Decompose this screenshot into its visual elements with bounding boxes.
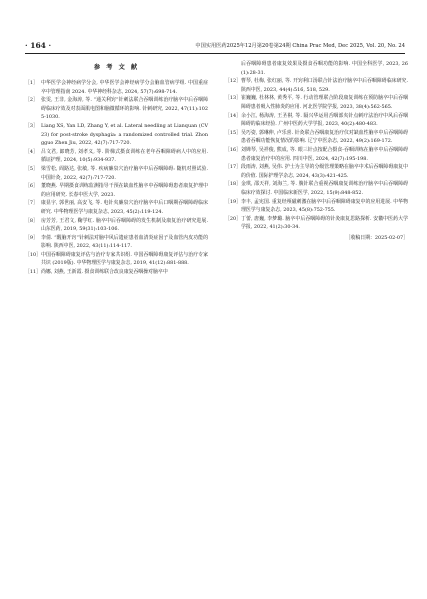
reference-item [25,234,208,251]
reference-text: 董晓燕. 早期摄食训练监测指导干预在缺血性脑卒中吞咽障碍患者康复护理中的应用研究. 长春中医大学, 2023. [41,183,208,198]
page-number: · 164 · [25,41,52,50]
reference-number: ［1］ [25,80,38,86]
reference-number: ［11］ [25,269,42,276]
reference-item [25,96,208,122]
reference-item [225,198,408,215]
reference-item [225,129,408,146]
reference-text: 丁蕾, 唐巍, 李梦璐. 脑卒中后吞咽障碍的针灸康复思路探析. 安徽中医药大学学报, 2022, 41(2):30-34. [241,215,408,231]
reference-number: ［14］ [225,112,242,119]
right-column [225,60,408,243]
reference-number: ［9］ [25,234,38,241]
left-column [25,60,208,277]
reference-text: 余小江, 杨海涛, 王圣祺, 等. 隔兴华运用舌咽部夹针点刺疗法治疗中风后吞咽障碍的临床经验. 广州中医药大学学报, 2023, 40(2):480-483. [241,112,408,128]
reference-text: 曹琴, 杜梅, 张红丽, 等. 开窍利口汤联合针法治疗脑卒中后吞咽障碍临床研究. 陕西中医, 2023, 44(4):516, 518, 529. [241,78,408,93]
reference-number: ［19］ [225,198,242,205]
reference-item [25,148,208,165]
reference-item [225,215,408,232]
reference-item [25,268,208,277]
reference-item [25,251,208,268]
reference-text: 尚娜, 刘燕, 王新霞. 摄食训练联合改良康复吞咽操对脑卒中 [41,269,168,276]
reference-number: ［20］ [225,215,242,222]
references-title: 参 考 文 献 [93,64,140,71]
reference-item [25,122,208,148]
reference-text: 刘婵琴, 吴祥俊, 熊成, 等. 眼三针点按配合摄食-吞咽训练在脑卒中后吞咽障碍患者康复治疗中的应用. 四川中医, 2024, 42(7):195-198. [241,146,408,162]
reference-text: 康显宇, 郭世丽, 高安飞, 等. 电针夹廉泉穴治疗脑卒中后口咽期吞咽障碍临床研究. 中华物理医学与康复杂志, 2023, 45(2):119-124. [41,200,208,215]
reference-text: 中国吞咽障碍康复评估与治疗专家共识组. 中国吞咽障碍康复评估与治疗专家共识 (2019版). 中华物理医学与康复杂志, 2019, 41(12):881-888. [41,251,208,267]
reference-number: ［2］ [25,97,38,104]
reference-item [225,180,408,197]
reference-number: ［18］ [225,181,242,188]
reference-number: ［4］ [25,148,38,155]
reference-item [225,163,408,180]
journal-running-head: 中国实用医药2025年12月第20卷第24期 China Prac Med, Dec 2025, Vol. 20, No. 24 [195,43,405,49]
reference-text: 李丰, 孟宪国. 重复经颅磁刺激在脑卒中后吞咽障碍康复中的应用进展. 中华物理医学与康复杂志, 2023, 45(8):752-755. [241,198,408,214]
page-header [25,41,405,53]
reference-number: ［12］ [225,78,242,85]
reference-text: 梁雪松, 阎路达, 张敏, 等. 疾病廉泉穴治疗脑卒中后吞咽障碍: 随机对照试验. 中国针灸, 2022, 42(7):717-720. [41,165,208,181]
reference-item [25,165,208,182]
reference-item [25,199,208,216]
reference-item [25,217,208,234]
reference-text: 房芳芳, 王君文, 鞠学红. 脑卒中后吞咽障碍的发生机制及康复治疗研究进展. 山东医药, 2019, 59(31):103-106. [41,217,208,233]
reference-text: 吕文君, 郎晓芳, 刘孝义, 等. 阶梯式摄食训练在老年吞咽障碍病人中的应用. 循证护理, 2024, 10(5):934-937. [41,148,208,164]
reference-text: 张雯, 王非, 金海涛, 等. “通关利窍”针刺法联合吞咽训练治疗脑卒中后吞咽障碍临床疗效及对表面肌电图和脑微循环的影响. 针刺研究, 2022, 47(11):1025-1030. [41,97,208,121]
reference-text: Liang XS, Yan LD, Zhang Y, et al. Lateral needling at Lianquan (CV 23) for post-stroke dysphagia: a randomized controlled trial. Zhongguo Zhen Jiu, 2022, 42(7):717-720. [41,122,208,147]
left-reference-list [25,79,208,277]
reference-item [225,146,408,163]
reference-text: 中华医学会神经病学分会, 中华医学会神经病学分会脑血管病学组. 中国重症卒中管理指南 2024. 中华神经科杂志, 2024, 57(7):698-714. [41,80,208,95]
reference-text: 段雨涛, 刘燕, 吴伟. 护士为主导的分级管理策略在脑卒中术后吞咽障碍康复中的价值. 国际护理学杂志, 2024, 43(3):421-425. [241,164,408,179]
reference-item [25,79,208,96]
reference-number: ［15］ [225,129,242,136]
reference-item [225,112,408,129]
received-date: ［收稿日期：2025-02-07］ [345,234,408,241]
reference-number: ［7］ [25,200,38,207]
reference-item [225,94,408,111]
header-rule [25,53,405,54]
reference-number: ［17］ [225,164,242,171]
reference-number: ［6］ [25,183,38,190]
reference-number: ［16］ [225,146,242,153]
reference-item [225,77,408,94]
reference-number: ［3］ [25,122,38,129]
reference-text: 吴巧姿, 郭琳伸, 卢乐喜. 针灸联合吞咽康复治疗仪对缺血性脑卒中后吞咽障碍患者吞咽功能恢复情况的影响. 辽宁中医杂志, 2022, 49(2):169-172. [241,129,408,145]
reference-continuation: 后吞咽障碍患者康复效果及摄食吞咽功能的影响. 中国全科医学, 2023, 26(1):28-31. [241,61,408,76]
reference-number: ［5］ [25,165,38,172]
reference-number: ［13］ [225,95,242,102]
reference-item [25,182,208,199]
reference-text: 金琪, 邵天祥, 刘海兰, 等. 腹针联合重视吞咽康复训练治疗脑卒中后吞咽障碍临床疗效探讨. 中国临床新医学, 2022, 15(9):848-852. [241,181,408,196]
reference-text: 崔巍巍, 杜林林, 黄秀平, 等. 行动管理联合阶段康复训练在预防脑卒中后吞咽障碍患者吸入性肺炎的应用. 河北医学院学报, 2023, 38(4):562-565. [241,95,408,110]
reference-number: ［10］ [25,251,42,258]
right-reference-list [225,77,408,232]
reference-text: 李倩. “醒脑开窍”针刺法对脑中风后遗症患者血清炎症因子及血管内皮功能的影响. 陕西中医, 2022, 43(11):114-117. [41,234,208,250]
reference-number: ［8］ [25,217,38,224]
